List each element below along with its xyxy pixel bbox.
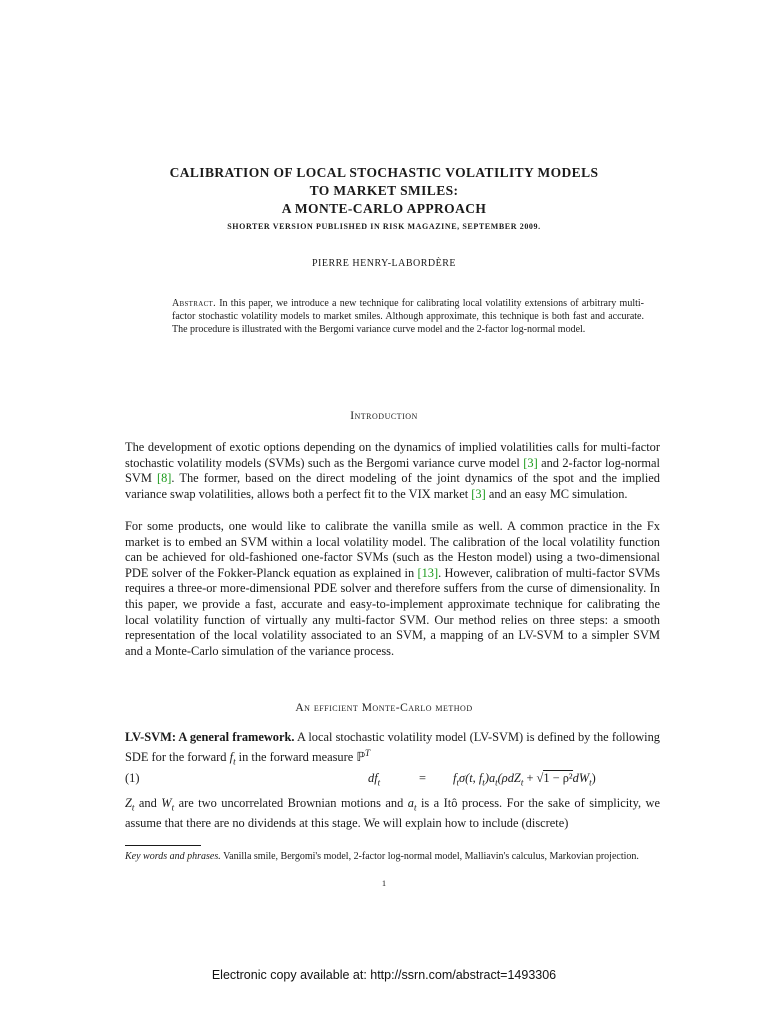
publication-note: SHORTER VERSION PUBLISHED IN RISK MAGAZINE, SEPTEMBER 2009. (227, 222, 541, 231)
footnote-text: Vanilla smile, Bergomi's model, 2-factor log-normal model, Malliavin's calculus, Markovian projection. (220, 851, 639, 862)
math-var: a (407, 796, 414, 810)
eq-part: ) (591, 771, 596, 785)
intro-p1-text-c: . The former, based on the direct modeling of the joint dynamics of the spot and the implied variance swap volatilities, allows both a perfect fit to the VIX market (125, 471, 660, 501)
eq-part: )a (484, 771, 496, 785)
intro-p2-text-a: For some products, one would like to calibrate the vanilla smile as well. A common practice in the Fx market is to embed an SVM within a local volatility model. The calibration of the local volatility function can be achieved for old-fashioned one-factor SVMs (such as the Heston model) using a two-dimensional PDE solver of the Fokker-Planck equation as explained in (125, 519, 660, 580)
math-sup: T (365, 747, 371, 758)
equation-rhs (453, 771, 596, 787)
citation-link[interactable]: [3] (471, 486, 486, 501)
math-sub: t (520, 777, 524, 788)
brownian-text: and (134, 796, 162, 810)
eq-part: dW (572, 771, 590, 785)
section-heading-monte-carlo: An efficient Monte-Carlo method (295, 702, 473, 714)
eq-part: σ(t, f (458, 771, 483, 785)
footnote-label: Key words and phrases. (125, 851, 221, 862)
citation-link[interactable]: [3] (523, 455, 538, 470)
lvsvm-paragraph (125, 730, 660, 770)
sqrt-symbol: √ (536, 771, 544, 785)
title-line-2: TO MARKET SMILES: (309, 183, 459, 198)
math-var: Z (125, 796, 132, 810)
math-sub: t (413, 802, 417, 813)
intro-p2-text-b: . However, calibration of multi-factor SVMs requires a three-or more-dimensional PDE solver and therefore suffers from the curse of dimensionality. In this paper, we provide a fast, accurate and easy-to-implement approximate technique for calibrating the local volatility function of virtually any multi-factor SVM. Our method relies on three steps: a smooth representation of the local volatility associated to an SVM, a mapping of an LV-SVM to a simpler SVM and a Monte-Carlo simulation of the variance process. (125, 565, 660, 658)
eq-lhs-df: df (368, 771, 378, 785)
abstract-text: In this paper, we introduce a new technique for calibrating local volatility extensions of arbitrary multi-factor stochastic volatility models to market smiles. Although approximate, this technique is both fast and accurate. The procedure is illustrated with the Bergomi variance curve model and the 2-factor log-normal model. (172, 298, 644, 336)
intro-p1-text-a: The development of exotic options depending on the dynamics of implied volatilities calls for multi-factor stochastic volatility models (SVMs) such as the Bergomi variance curve model (125, 440, 660, 470)
intro-paragraph-2 (125, 519, 660, 659)
math-var: W (161, 796, 172, 810)
section-heading-introduction: Introduction (350, 410, 418, 422)
sqrt-content: 1 − ρ² (543, 771, 573, 785)
page-number: 1 (381, 878, 387, 888)
title-line-3: A MONTE-CARLO APPROACH (281, 201, 487, 216)
math-sub: t (495, 777, 498, 788)
lvsvm-text-a: A local stochastic volatility model (LV-SVM) is defined by the following SDE for the forward (125, 730, 660, 764)
math-sub: t (589, 777, 592, 788)
eq-part: (ρdZ (497, 771, 521, 785)
math-sub: t (377, 777, 381, 788)
abstract (172, 297, 644, 337)
ssrn-notice[interactable]: Electronic copy available at: http://ssrn.com/abstract=1493306 (211, 968, 557, 982)
eq-part: + (523, 771, 537, 785)
equation-lhs (368, 771, 380, 787)
math-sub: t (456, 777, 459, 788)
math-sub: t (233, 756, 236, 767)
math-sub: t (171, 802, 175, 813)
footnote-divider (125, 845, 201, 846)
eq-part: f (453, 771, 457, 785)
intro-paragraph-1 (125, 440, 660, 502)
math-var: f (229, 749, 234, 764)
brownian-text: is a Itô process. For the sake of simplicity, we assume that there are no dividends at this stage. We will explain how to include (discrete) (125, 796, 660, 831)
title-line-1: CALIBRATION OF LOCAL STOCHASTIC VOLATILITY MODELS (169, 165, 599, 180)
paragraph-heading: LV-SVM: A general framework. (125, 730, 295, 744)
math-sub: t (482, 777, 485, 788)
author-name: PIERRE HENRY-LABORDÈRE (311, 258, 457, 269)
brownian-paragraph (125, 796, 660, 832)
lvsvm-text-b: in the forward measure ℙ (235, 749, 366, 764)
citation-link[interactable]: [13] (417, 565, 439, 580)
intro-p1-text-d: and an easy MC simulation. (485, 486, 628, 501)
intro-p1-text-b: and 2-factor log-normal SVM (125, 455, 660, 486)
citation-link[interactable]: [8] (156, 471, 172, 486)
brownian-text: are two uncorrelated Brownian motions and (174, 796, 408, 810)
footnote-keywords (125, 850, 660, 863)
equation-equals: = (419, 771, 426, 785)
paper-title (0, 164, 768, 218)
equation-1 (125, 771, 660, 789)
abstract-label: Abstract. (172, 298, 216, 309)
equation-number: (1) (125, 771, 140, 785)
math-sub: t (131, 802, 135, 813)
